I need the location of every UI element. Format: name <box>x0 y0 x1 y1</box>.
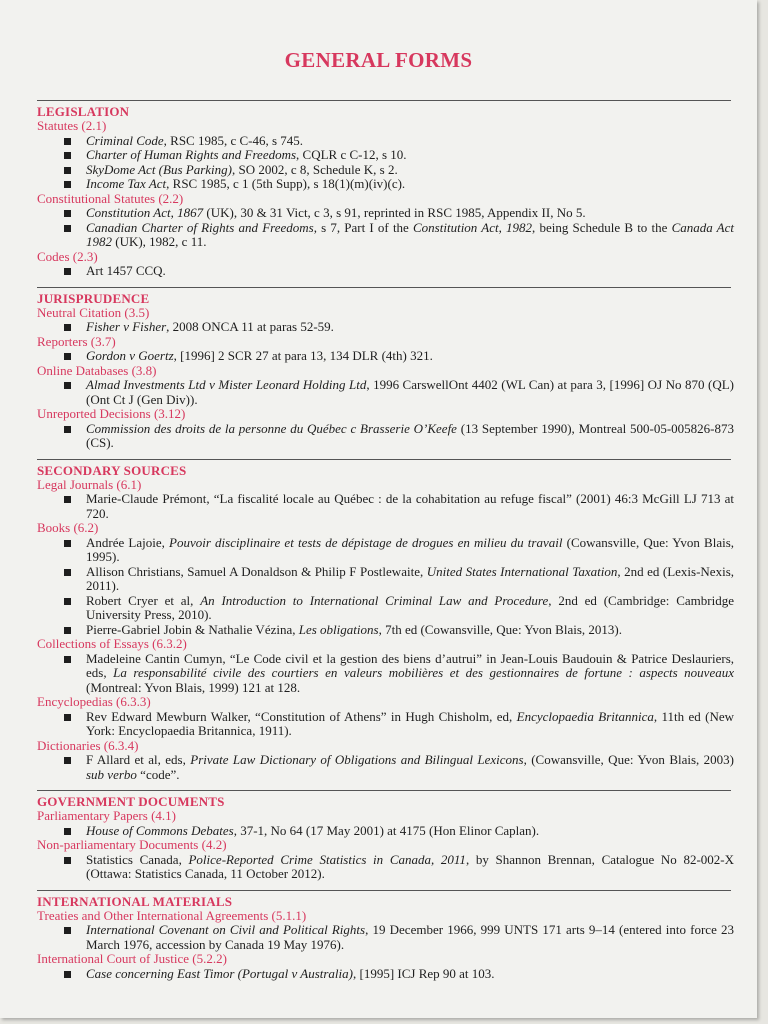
citation-entry <box>37 148 734 163</box>
citation-italic-part: Les obligations <box>298 621 379 637</box>
citation-italic-part: sub verbo <box>86 766 137 782</box>
subsection-heading: Parliamentary Papers (4.1) <box>37 808 176 823</box>
citation-part: , 2nd ed (Cambridge: Cambridge University Press, 2010). <box>86 592 734 622</box>
citation-part: , 2008 ONCA 11 at paras 52-59. <box>166 319 334 334</box>
citation-part: Pierre-Gabriel Jobin & Nathalie Vézina, <box>86 621 299 637</box>
citation-part: , 11th ed (New York: Encyclopaedia Britannica, 1911). <box>86 708 734 738</box>
citation-italic-part: Income Tax Act <box>86 176 167 191</box>
section-jurisprudence <box>37 279 734 451</box>
citation-entry <box>37 349 734 364</box>
citation-text <box>86 622 622 637</box>
square-bullet-icon <box>64 971 71 978</box>
citation-part: , s 7, Part I of the <box>313 219 414 235</box>
citation-part: Rev Edward Mewburn Walker, “Constitution of Athens” in Hugh Chisholm, ed, <box>86 708 517 724</box>
subsection-heading: Books (6.2) <box>37 520 99 535</box>
section-divider <box>37 890 731 891</box>
square-bullet-icon <box>64 210 71 217</box>
section-divider <box>37 459 731 460</box>
square-bullet-icon <box>64 540 71 547</box>
subsection-heading: Constitutional Statutes (2.2) <box>37 190 184 206</box>
citation-entry <box>37 753 734 782</box>
citation-text <box>86 176 405 191</box>
citation-part: , by Shannon Brennan, Catalogue No 82-002-X (Ottawa: Statistics Canada, 11 October 2012). <box>86 851 735 881</box>
citation-italic-part: International Covenant on Civil and Political Rights <box>86 922 366 937</box>
square-bullet-icon <box>64 757 71 764</box>
section-heading: GOVERNMENT DOCUMENTS <box>37 794 225 809</box>
citation-italic-part: Charter of Human Rights and Freedoms <box>86 147 297 162</box>
citation-text <box>86 966 495 981</box>
section-heading: SECONDARY SOURCES <box>37 462 187 478</box>
citation-italic-part: House of Commons Debates <box>86 822 234 838</box>
citation-italic-part: Commission des droits de la personne du Québec c Brasserie O’Keefe <box>86 420 457 436</box>
citation-entry <box>37 264 734 279</box>
citation-part: , being Schedule B to the <box>532 219 672 235</box>
citation-italic-part: Gordon v Goertz <box>86 348 174 363</box>
citation-part: (UK), 1982, c 11. <box>112 234 207 249</box>
square-bullet-icon <box>64 828 71 835</box>
subsection-heading: International Court of Justice (5.2.2) <box>37 951 227 966</box>
citation-text <box>86 205 586 220</box>
citation-part: F Allard et al, eds, <box>86 752 191 767</box>
subsection-heading: Collections of Essays (6.3.2) <box>37 636 187 651</box>
section-international-materials <box>37 882 734 982</box>
citation-italic-part: United States International Taxation <box>426 563 618 579</box>
citation-italic-part: Fisher v Fisher <box>86 319 167 334</box>
citation-entry <box>37 853 734 882</box>
citation-italic-part: Private Law Dictionary of Obligations and Bilingual Lexicons <box>190 752 524 767</box>
square-bullet-icon <box>64 857 71 864</box>
citation-text <box>86 147 407 162</box>
citation-entry <box>37 824 734 839</box>
citation-text <box>86 651 734 695</box>
citation-part: Robert Cryer et al, <box>86 592 201 608</box>
citation-part: “code”. <box>136 766 180 782</box>
square-bullet-icon <box>64 167 71 174</box>
citation-text <box>86 593 734 623</box>
subsection-heading: Dictionaries (6.3.4) <box>37 737 139 753</box>
citation-entry <box>37 320 734 335</box>
citation-entry <box>37 492 734 521</box>
citation-text <box>86 852 734 882</box>
section-heading: LEGISLATION <box>37 104 130 119</box>
square-bullet-icon <box>64 225 71 232</box>
citation-italic-part: Criminal Code <box>86 132 164 148</box>
citation-text <box>86 922 734 952</box>
citation-entry <box>37 536 734 565</box>
citation-part: , (Cowansville, Que: Yvon Blais, 2003) <box>523 752 735 767</box>
citation-part: , [1996] 2 SCR 27 at para 13, 134 DLR (4th) 321. <box>173 348 433 363</box>
citation-part: Madeleine Cantin Cumyn, “Le Code civil et la gestion des biens d’autrui” in Jean-Louis Baudouin & Patrice Deslauriers, eds, <box>86 650 734 680</box>
subsection-heading: Legal Journals (6.1) <box>37 476 142 492</box>
section-divider <box>37 287 731 288</box>
square-bullet-icon <box>64 268 71 275</box>
citation-text <box>86 491 734 521</box>
citation-italic-part: Pouvoir disciplinaire et tests de dépistage de drogues en milieu du travail <box>169 534 563 550</box>
square-bullet-icon <box>64 152 71 159</box>
section-divider <box>37 790 731 791</box>
citation-part: , SO 2002, c 8, Schedule K, s 2. <box>231 161 398 177</box>
citation-part: , CQLR c C-12, s 10. <box>296 147 407 162</box>
subsection-heading: Reporters (3.7) <box>37 333 116 349</box>
section-secondary-sources <box>37 451 734 783</box>
citation-entry <box>37 378 734 407</box>
section-heading: JURISPRUDENCE <box>37 290 150 306</box>
citation-entry <box>37 710 734 739</box>
section-heading: INTERNATIONAL MATERIALS <box>37 893 233 909</box>
citation-entry <box>37 623 734 638</box>
citation-part: Andrée Lajoie, <box>86 534 170 550</box>
citation-part: , 37-1, No 64 (17 May 2001) at 4175 (Hon Elinor Caplan). <box>233 822 540 838</box>
citation-part: (UK), 30 & 31 Vict, c 3, s 91, reprinted in RSC 1985, Appendix II, No 5. <box>203 205 586 220</box>
citation-entry <box>37 652 734 696</box>
citation-text <box>86 377 734 407</box>
square-bullet-icon <box>64 496 71 503</box>
square-bullet-icon <box>64 714 71 721</box>
section-gap <box>37 451 734 459</box>
square-bullet-icon <box>64 426 71 433</box>
citation-text <box>86 709 734 739</box>
subsection-heading: Statutes (2.1) <box>37 118 107 133</box>
subsection-heading: Encyclopedias (6.3.3) <box>37 694 151 709</box>
square-bullet-icon <box>64 181 71 188</box>
citation-part: , [1995] ICJ Rep 90 at 103. <box>352 965 495 981</box>
citation-part: , 19 December 1966, 999 UNTS 171 arts 9–14 (entered into force 23 March 1976, accession by Canada 19 May 1976). <box>86 922 734 952</box>
citation-part: , 7th ed (Cowansville, Que: Yvon Blais, 2013). <box>378 621 622 637</box>
citation-text <box>86 319 334 334</box>
subsection-heading: Treaties and Other International Agreements (5.1.1) <box>37 907 307 923</box>
section-legislation <box>37 100 734 279</box>
square-bullet-icon <box>64 353 71 360</box>
section-government-documents <box>37 782 734 882</box>
citation-text <box>86 564 734 594</box>
citation-italic-part: Case concerning East Timor (Portugal v Australia) <box>86 965 353 981</box>
citation-entry <box>37 221 734 250</box>
subsection-heading: Codes (2.3) <box>37 248 98 264</box>
page-title: GENERAL FORMS <box>284 48 473 72</box>
citation-part: Marie-Claude Prémont, “La fiscalité locale au Québec : de la cohabitation au refuge fiscal” (2001) 46:3 McGill LJ 713 at 720. <box>86 491 734 521</box>
subsection-heading: Non-parliamentary Documents (4.2) <box>37 837 227 852</box>
citation-part: , 1996 CarswellOnt 4402 (WL Can) at para 3, [1996] OJ No 870 (QL) (Ont Ct J (Gen Div)). <box>86 377 734 407</box>
square-bullet-icon <box>64 598 71 605</box>
citation-text <box>86 220 734 250</box>
citation-text <box>86 162 398 177</box>
citation-text <box>86 752 734 782</box>
subsection-heading: Unreported Decisions (3.12) <box>37 406 186 421</box>
citation-entry <box>37 422 734 451</box>
citation-italic-part: Constitution Act, 1982 <box>413 219 533 235</box>
section-gap <box>37 782 734 790</box>
square-bullet-icon <box>64 569 71 576</box>
square-bullet-icon <box>64 324 71 331</box>
citation-italic-part: Police-Reported Crime Statistics in Canada, 2011 <box>188 851 466 867</box>
citation-italic-part: Canada Act 1982 <box>86 219 735 249</box>
citation-part: Statistics Canada, <box>86 851 189 867</box>
citation-italic-part: SkyDome Act (Bus Parking) <box>86 161 232 177</box>
citation-italic-part: An Introduction to International Criminal Law and Procedure <box>200 592 549 608</box>
square-bullet-icon <box>64 138 71 145</box>
square-bullet-icon <box>64 656 71 663</box>
square-bullet-icon <box>64 382 71 389</box>
square-bullet-icon <box>64 927 71 934</box>
citation-entry <box>37 923 734 952</box>
citation-italic-part: Constitution Act, 1867 <box>86 205 204 220</box>
citation-entry <box>37 206 734 221</box>
document-content <box>37 100 734 981</box>
citation-entry <box>37 134 734 149</box>
citation-italic-part: Encyclopaedia Britannica <box>516 708 654 724</box>
citation-text <box>86 133 303 148</box>
citation-entry <box>37 163 734 178</box>
citation-entry <box>37 177 734 192</box>
citation-text <box>86 348 433 363</box>
citation-part: (Montreal: Yvon Blais, 1999) 121 at 128. <box>86 679 301 695</box>
section-gap <box>37 882 734 890</box>
citation-entry <box>37 594 734 623</box>
citation-entry <box>37 967 734 982</box>
citation-entry <box>37 565 734 594</box>
section-divider <box>37 100 731 101</box>
square-bullet-icon <box>64 627 71 634</box>
citation-part: , RSC 1985, c C-46, s 745. <box>163 132 304 148</box>
citation-text <box>86 535 734 565</box>
citation-text <box>86 421 734 451</box>
subsection-heading: Online Databases (3.8) <box>37 362 157 378</box>
citation-part: , RSC 1985, c 1 (5th Supp), s 18(1)(m)(iv)(c). <box>166 176 406 191</box>
subsection-heading: Neutral Citation (3.5) <box>37 304 150 320</box>
citation-italic-part: La responsabilité civile des courtiers en valeurs mobilières et des gestionnaires de fortune : aspects nouveaux <box>113 665 734 680</box>
citation-part: Art 1457 CCQ. <box>86 263 166 278</box>
citation-italic-part: Canadian Charter of Rights and Freedoms <box>86 219 314 235</box>
citation-text <box>86 263 166 278</box>
citation-italic-part: Almad Investments Ltd v Mister Leonard Holding Ltd <box>86 377 367 392</box>
citation-part: (13 September 1990), Montreal 500-05-005826-873 (CS). <box>86 420 735 450</box>
citation-text <box>86 823 539 838</box>
citation-part: Allison Christians, Samuel A Donaldson & Philip F Postlewaite, <box>86 563 427 579</box>
citation-part: (Cowansville, Que: Yvon Blais, 1995). <box>86 534 735 564</box>
citation-part: , 2nd ed (Lexis-Nexis, 2011). <box>86 563 734 593</box>
section-gap <box>37 279 734 287</box>
